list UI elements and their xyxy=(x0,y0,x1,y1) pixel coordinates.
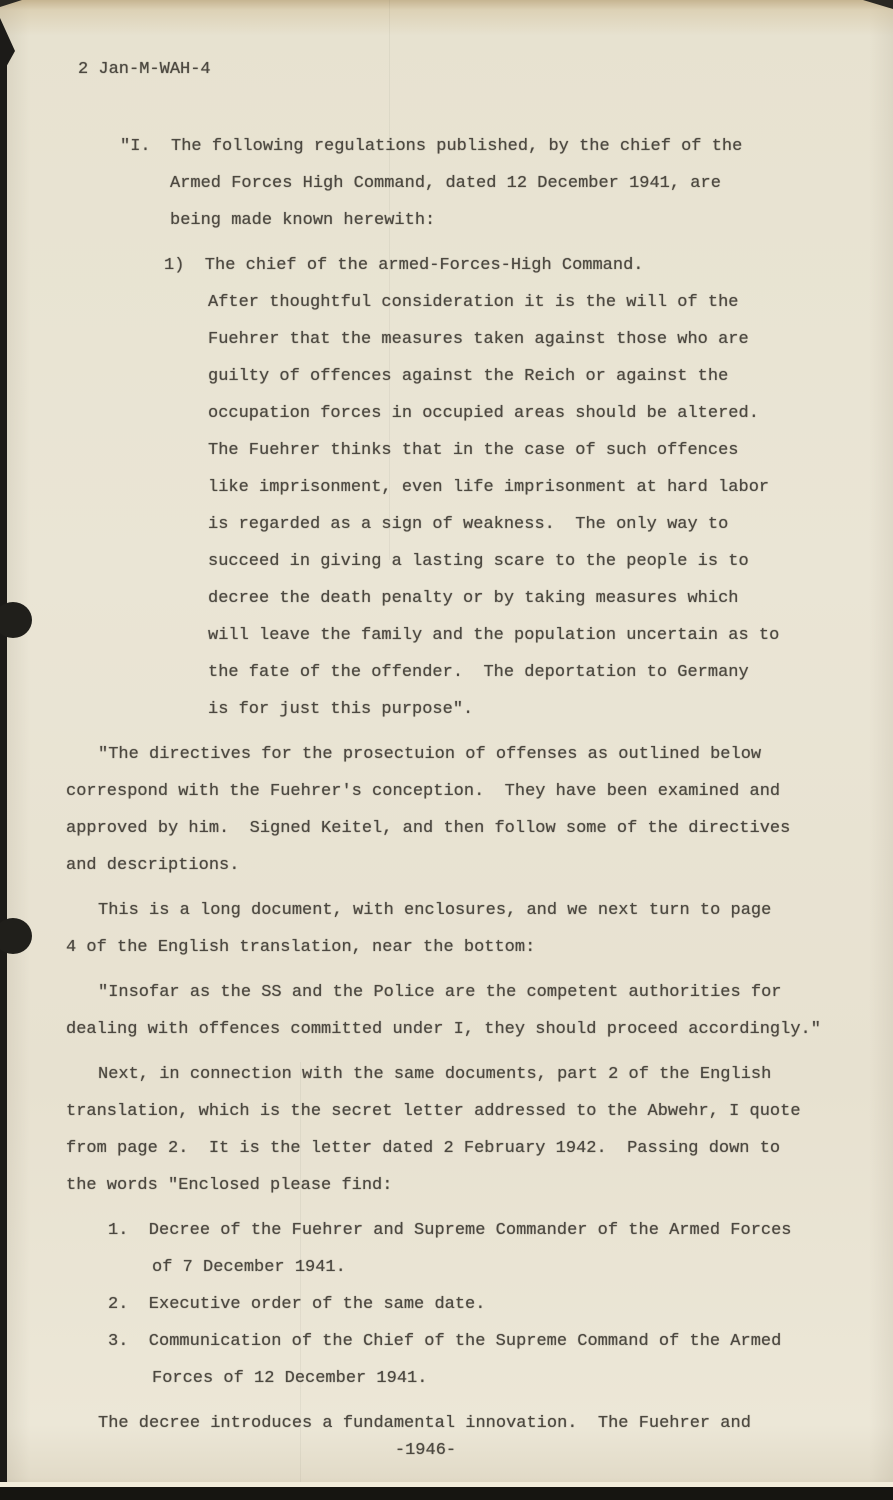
document-line: Fuehrer that the measures taken against those who are xyxy=(208,330,749,349)
document-line: Forces of 12 December 1941. xyxy=(152,1369,428,1388)
page-number: -1946- xyxy=(394,1441,457,1460)
document-line: decree the death penalty or by taking measures which xyxy=(208,589,739,608)
document-line: The Fuehrer thinks that in the case of such offences xyxy=(208,441,739,460)
document-line: occupation forces in occupied areas should be altered. xyxy=(208,404,759,423)
document-line: guilty of offences against the Reich or against the xyxy=(208,367,729,386)
document-line: from page 2. It is the letter dated 2 February 1942. Passing down to xyxy=(66,1139,781,1158)
page-header-label: 2 Jan-M-WAH-4 xyxy=(78,60,211,79)
paragraph-block xyxy=(0,1212,893,1397)
document-line: This is a long document, with enclosures, and we next turn to page xyxy=(98,901,772,920)
document-line: The decree introduces a fundamental innovation. The Fuehrer and xyxy=(98,1414,751,1433)
scan-bottom-edge xyxy=(0,1487,893,1500)
document-line: of 7 December 1941. xyxy=(152,1258,346,1277)
paragraph-block xyxy=(0,892,893,966)
document-line: 2. Executive order of the same date. xyxy=(108,1295,486,1314)
document-line: 3. Communication of the Chief of the Supreme Command of the Armed xyxy=(108,1332,782,1351)
document-line: "The directives for the prosectuion of offenses as outlined below xyxy=(98,745,762,764)
document-line: like imprisonment, even life imprisonment at hard labor xyxy=(208,478,770,497)
document-line: will leave the family and the population uncertain as to xyxy=(208,626,780,645)
document-line: the fate of the offender. The deportation to Germany xyxy=(208,663,749,682)
document-line: 4 of the English translation, near the bottom: xyxy=(66,938,536,957)
paragraph-block xyxy=(0,128,893,239)
document-line: is for just this purpose". xyxy=(208,700,474,719)
document-line: translation, which is the secret letter addressed to the Abwehr, I quote xyxy=(66,1102,801,1121)
document-line: Armed Forces High Command, dated 12 December 1941, are xyxy=(170,174,721,193)
document-line: Next, in connection with the same documents, part 2 of the English xyxy=(98,1065,772,1084)
document-line: After thoughtful consideration it is the will of the xyxy=(208,293,739,312)
document-line: is regarded as a sign of weakness. The only way to xyxy=(208,515,729,534)
document-line: and descriptions. xyxy=(66,856,240,875)
document-line: 1. Decree of the Fuehrer and Supreme Commander of the Armed Forces xyxy=(108,1221,792,1240)
document-line: dealing with offences committed under I, they should proceed accordingly." xyxy=(66,1020,821,1039)
document-line: approved by him. Signed Keitel, and then follow some of the directives xyxy=(66,819,791,838)
document-line: "Insofar as the SS and the Police are the competent authorities for xyxy=(98,983,782,1002)
paragraph-block xyxy=(0,1056,893,1204)
document-line: "I. The following regulations published, by the chief of the xyxy=(120,137,743,156)
paragraph-block xyxy=(0,247,893,728)
document-line: succeed in giving a lasting scare to the people is to xyxy=(208,552,749,571)
document-line: 1) The chief of the armed-Forces-High Command. xyxy=(164,256,644,275)
paragraph-block xyxy=(0,974,893,1048)
document-line: correspond with the Fuehrer's conception. They have been examined and xyxy=(66,782,781,801)
paragraph-block xyxy=(0,736,893,884)
document-line: the words "Enclosed please find: xyxy=(66,1176,393,1195)
document-line: being made known herewith: xyxy=(170,211,436,230)
